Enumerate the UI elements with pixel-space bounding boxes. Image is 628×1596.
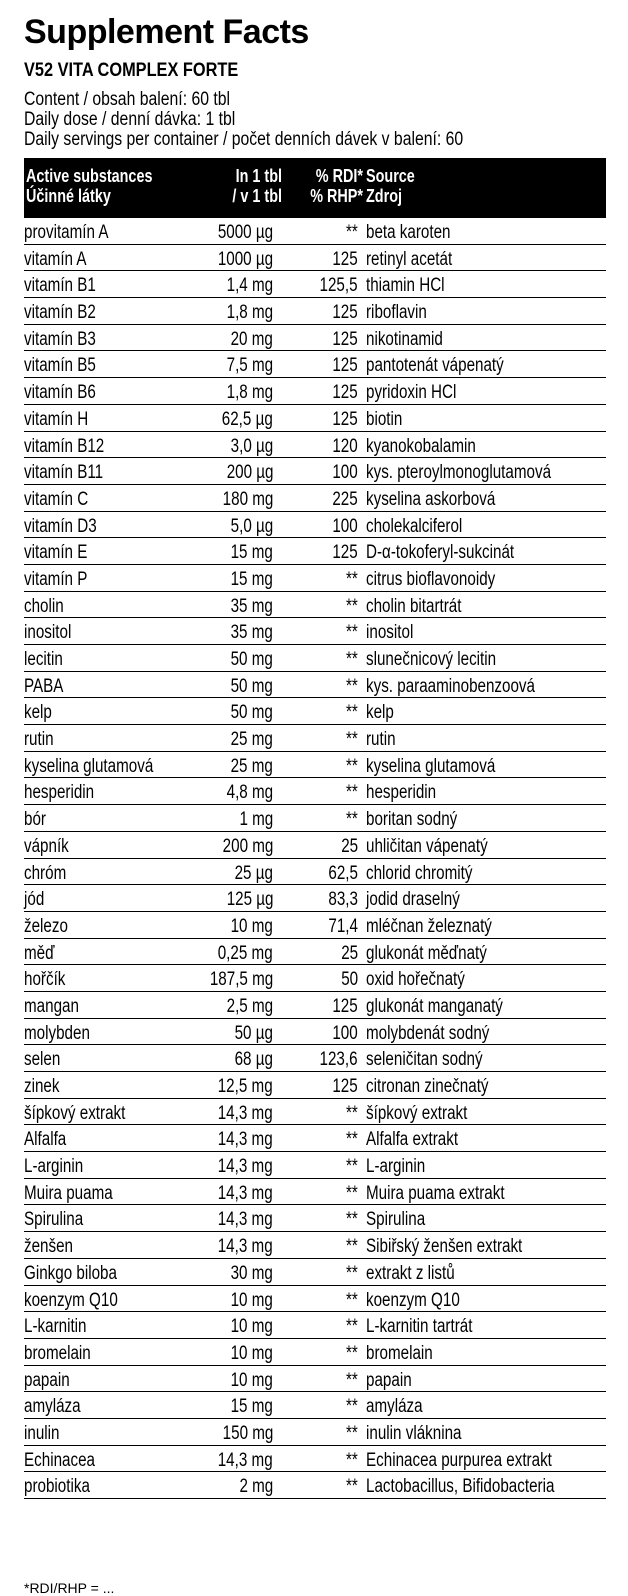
- nutrient-amount: 35 mg: [230, 595, 273, 617]
- nutrient-name: kyselina glutamová: [24, 755, 154, 777]
- nutrient-amount: 0,25 mg: [218, 942, 273, 964]
- nutrient-amount: 20 mg: [230, 328, 273, 350]
- nutrient-rdi: 100: [332, 515, 358, 537]
- nutrient-name: vápník: [24, 835, 69, 857]
- nutrient-rdi: 125: [332, 328, 358, 350]
- nutrient-source: kyanokobalamin: [366, 435, 476, 457]
- table-row: [24, 1072, 606, 1099]
- nutrient-amount: 25 mg: [230, 755, 273, 777]
- nutrient-amount: 10 mg: [230, 915, 273, 937]
- nutrient-source: pyridoxin HCl: [366, 382, 457, 404]
- nutrient-name: vitamín B11: [24, 462, 104, 484]
- nutrient-amount: 2,5 mg: [226, 995, 273, 1017]
- nutrient-name: vitamín B2: [24, 302, 96, 324]
- nutrient-source: extrakt z listů: [366, 1262, 455, 1284]
- table-row: [24, 1232, 606, 1259]
- nutrient-name: amyláza: [24, 1396, 81, 1418]
- nutrient-source: jodid draselný: [366, 889, 460, 911]
- nutrient-amount: 7,5 mg: [226, 355, 273, 377]
- nutrient-amount: 12,5 mg: [218, 1076, 273, 1097]
- table-row: [24, 1205, 606, 1232]
- supplement-facts-label: [24, 10, 606, 1499]
- nutrient-rdi: 125: [332, 542, 358, 564]
- nutrient-amount: 4,8 mg: [226, 782, 273, 804]
- nutrient-rdi: **: [346, 649, 358, 670]
- nutrient-rdi: **: [346, 1316, 358, 1338]
- nutrient-name: probiotika: [24, 1476, 90, 1498]
- label-title: Supplement Facts: [24, 13, 309, 51]
- nutrient-amount: 1 mg: [239, 809, 273, 831]
- nutrient-rdi: 225: [332, 488, 358, 510]
- table-row: [24, 271, 606, 298]
- table-row: [24, 325, 606, 352]
- nutrient-source: retinyl acetát: [366, 248, 453, 270]
- nutrient-rdi: 125: [332, 382, 358, 404]
- nutrient-rdi: **: [346, 1129, 358, 1151]
- nutrient-rdi: **: [346, 1369, 358, 1391]
- nutrient-name: vitamín B5: [24, 355, 96, 377]
- table-row: [24, 458, 606, 485]
- nutrient-rdi: 100: [332, 462, 358, 484]
- nutrient-amount: 10 mg: [230, 1289, 273, 1311]
- nutrient-name: vitamín B6: [24, 382, 96, 404]
- nutrient-amount: 10 mg: [230, 1369, 273, 1391]
- table-row: [24, 351, 606, 378]
- nutrient-rdi: **: [346, 1449, 358, 1471]
- nutrient-name: vitamín C: [24, 488, 89, 510]
- nutrient-amount: 1,8 mg: [226, 302, 273, 324]
- nutrient-amount: 35 mg: [230, 622, 273, 644]
- nutrient-source: citronan zinečnatý: [366, 1076, 489, 1097]
- nutrient-rdi: **: [346, 675, 358, 697]
- nutrient-source: cholin bitartrát: [366, 595, 462, 617]
- table-row: [24, 805, 606, 832]
- serving-info: [24, 90, 606, 150]
- nutrient-amount: 50 mg: [230, 702, 273, 724]
- nutrient-name: rutin: [24, 729, 54, 751]
- nutrient-rdi: **: [346, 1102, 358, 1124]
- nutrient-name: kelp: [24, 702, 52, 724]
- nutrient-source: papain: [366, 1369, 412, 1391]
- daily-dose-line: Daily dose / denní dávka: 1 tbl: [24, 109, 236, 130]
- nutrient-rdi: 125: [332, 302, 358, 324]
- nutrient-name: hořčík: [24, 969, 66, 991]
- table-row: [24, 859, 606, 886]
- nutrient-name: cholin: [24, 595, 64, 617]
- nutrient-rdi: 100: [332, 1022, 358, 1044]
- table-row: [24, 592, 606, 619]
- nutrient-name: ženšen: [24, 1236, 74, 1258]
- table-row: [24, 1152, 606, 1179]
- nutrient-name: vitamín B1: [24, 275, 96, 297]
- nutrient-table: [24, 218, 606, 1499]
- nutrient-source: Alfalfa extrakt: [366, 1129, 459, 1151]
- table-row: [24, 672, 606, 699]
- table-row: [24, 965, 606, 992]
- nutrient-name: chróm: [24, 862, 67, 884]
- table-row: [24, 1125, 606, 1152]
- nutrient-amount: 14,3 mg: [218, 1209, 273, 1231]
- nutrient-amount: 25 mg: [230, 729, 273, 751]
- nutrient-rdi: **: [346, 1289, 358, 1311]
- nutrient-amount: 62,5 µg: [221, 408, 273, 430]
- nutrient-amount: 15 mg: [230, 1396, 273, 1418]
- nutrient-source: citrus bioflavonoidy: [366, 568, 496, 590]
- nutrient-source: thiamin HCl: [366, 275, 445, 297]
- nutrient-source: beta karoten: [366, 222, 451, 243]
- table-row: [24, 298, 606, 325]
- nutrient-source: amyláza: [366, 1396, 423, 1418]
- table-row: [24, 432, 606, 459]
- nutrient-rdi: **: [346, 1342, 358, 1364]
- nutrient-amount: 14,3 mg: [218, 1449, 273, 1471]
- footnote: *RDI/RHP = ...: [24, 1580, 115, 1596]
- nutrient-source: seleničitan sodný: [366, 1049, 483, 1071]
- table-row: [24, 378, 606, 405]
- content-line: Content / obsah balení: 60 tbl: [24, 89, 231, 110]
- table-row: [24, 565, 606, 592]
- nutrient-rdi: 125: [332, 408, 358, 430]
- table-row: [24, 1366, 606, 1393]
- nutrient-amount: 30 mg: [230, 1262, 273, 1284]
- nutrient-source: Echinacea purpurea extrakt: [366, 1449, 552, 1471]
- nutrient-amount: 200 µg: [226, 462, 273, 484]
- nutrient-rdi: **: [346, 1262, 358, 1284]
- table-row: [24, 1286, 606, 1313]
- table-row: [24, 1259, 606, 1286]
- nutrient-source: kyselina glutamová: [366, 755, 496, 777]
- nutrient-source: kys. pteroylmonoglutamová: [366, 462, 552, 484]
- nutrient-name: vitamín E: [24, 542, 88, 564]
- nutrient-name: vitamín A: [24, 248, 87, 270]
- nutrient-name: inositol: [24, 622, 72, 644]
- nutrient-name: mangan: [24, 995, 79, 1017]
- nutrient-name: Alfalfa: [24, 1129, 67, 1151]
- servings-line: Daily servings per container / počet denních dávek v balení: 60: [24, 129, 464, 150]
- nutrient-rdi: **: [346, 729, 358, 751]
- nutrient-amount: 3,0 µg: [230, 435, 273, 457]
- nutrient-rdi: 125,5: [319, 275, 358, 297]
- nutrient-name: Spirulina: [24, 1209, 84, 1231]
- nutrient-name: vitamín D3: [24, 515, 97, 537]
- nutrient-source: Muira puama extrakt: [366, 1182, 505, 1204]
- nutrient-rdi: 83,3: [328, 889, 358, 911]
- nutrient-name: Echinacea: [24, 1449, 95, 1471]
- table-row: [24, 832, 606, 859]
- table-row: [24, 1392, 606, 1419]
- nutrient-rdi: 71,4: [328, 915, 358, 937]
- nutrient-name: molybden: [24, 1022, 90, 1044]
- nutrient-amount: 5,0 µg: [230, 515, 273, 537]
- nutrient-source: koenzym Q10: [366, 1289, 460, 1311]
- nutrient-rdi: 123,6: [319, 1049, 358, 1071]
- table-row: [24, 778, 606, 805]
- nutrient-rdi: **: [346, 1209, 358, 1231]
- nutrient-amount: 187,5 mg: [209, 969, 273, 991]
- nutrient-name: Muira puama: [24, 1182, 113, 1204]
- table-row: [24, 1019, 606, 1046]
- nutrient-rdi: **: [346, 622, 358, 644]
- nutrient-rdi: **: [346, 1396, 358, 1418]
- nutrient-rdi: **: [346, 809, 358, 831]
- table-row: [24, 485, 606, 512]
- nutrient-source: biotin: [366, 408, 403, 430]
- nutrient-name: zinek: [24, 1076, 60, 1097]
- nutrient-source: kys. paraaminobenzoová: [366, 675, 535, 697]
- nutrient-rdi: **: [346, 595, 358, 617]
- nutrient-source: oxid hořečnatý: [366, 969, 465, 991]
- nutrient-rdi: 25: [341, 835, 358, 857]
- nutrient-amount: 5000 µg: [217, 222, 273, 243]
- table-row: [24, 405, 606, 432]
- nutrient-amount: 150 mg: [222, 1422, 273, 1444]
- header-rdi: % RDI* % RHP*: [310, 166, 363, 206]
- nutrient-amount: 1000 µg: [217, 248, 273, 270]
- table-row: [24, 992, 606, 1019]
- nutrient-rdi: 50: [341, 969, 358, 991]
- nutrient-rdi: **: [346, 1236, 358, 1258]
- nutrient-name: papain: [24, 1369, 70, 1391]
- nutrient-name: selen: [24, 1049, 61, 1071]
- nutrient-rdi: **: [346, 702, 358, 724]
- nutrient-rdi: **: [346, 1422, 358, 1444]
- nutrient-rdi: **: [346, 755, 358, 777]
- nutrient-amount: 1,4 mg: [226, 275, 273, 297]
- nutrient-rdi: 25: [341, 942, 358, 964]
- table-row: [24, 512, 606, 539]
- header-substances: Active substances Účinné látky: [26, 166, 153, 206]
- nutrient-source: pantotenát vápenatý: [366, 355, 504, 377]
- nutrient-name: hesperidin: [24, 782, 95, 804]
- table-row: [24, 885, 606, 912]
- nutrient-source: glukonát manganatý: [366, 995, 503, 1017]
- nutrient-name: L-karnitin: [24, 1316, 87, 1338]
- nutrient-amount: 25 µg: [234, 862, 273, 884]
- header-amount: In 1 tbl / v 1 tbl: [232, 166, 282, 206]
- nutrient-name: koenzym Q10: [24, 1289, 118, 1311]
- nutrient-source: nikotinamid: [366, 328, 443, 350]
- table-header: [24, 158, 606, 218]
- nutrient-source: molybdenát sodný: [366, 1022, 490, 1044]
- table-row: [24, 1179, 606, 1206]
- nutrient-rdi: 62,5: [328, 862, 358, 884]
- nutrient-amount: 50 mg: [230, 649, 273, 670]
- nutrient-amount: 50 mg: [230, 675, 273, 697]
- nutrient-amount: 14,3 mg: [218, 1236, 273, 1258]
- nutrient-source: L-arginin: [366, 1156, 426, 1178]
- nutrient-rdi: **: [346, 1182, 358, 1204]
- table-row: [24, 912, 606, 939]
- nutrient-rdi: 125: [332, 995, 358, 1017]
- nutrient-rdi: 125: [332, 355, 358, 377]
- nutrient-name: Ginkgo biloba: [24, 1262, 117, 1284]
- nutrient-rdi: 120: [332, 435, 358, 457]
- nutrient-rdi: **: [346, 1156, 358, 1178]
- nutrient-amount: 14,3 mg: [218, 1129, 273, 1151]
- nutrient-amount: 10 mg: [230, 1342, 273, 1364]
- nutrient-name: provitamín A: [24, 222, 109, 243]
- nutrient-amount: 14,3 mg: [218, 1156, 273, 1178]
- nutrient-amount: 15 mg: [230, 568, 273, 590]
- nutrient-source: chlorid chromitý: [366, 862, 473, 884]
- nutrient-rdi: **: [346, 782, 358, 804]
- nutrient-rdi: **: [346, 568, 358, 590]
- nutrient-source: cholekalciferol: [366, 515, 463, 537]
- nutrient-amount: 15 mg: [230, 542, 273, 564]
- header-source: Source Zdroj: [366, 166, 415, 206]
- nutrient-name: měď: [24, 942, 55, 964]
- table-row: [24, 538, 606, 565]
- nutrient-amount: 1,8 mg: [226, 382, 273, 404]
- nutrient-name: vitamín H: [24, 408, 89, 430]
- table-row: [24, 245, 606, 272]
- table-row: [24, 1045, 606, 1072]
- nutrient-source: D-α-tokoferyl-sukcinát: [366, 542, 515, 564]
- nutrient-source: šípkový extrakt: [366, 1102, 468, 1124]
- table-row: [24, 618, 606, 645]
- nutrient-amount: 2 mg: [239, 1476, 273, 1498]
- nutrient-name: vitamín B12: [24, 435, 105, 457]
- nutrient-source: boritan sodný: [366, 809, 458, 831]
- nutrient-name: lecitin: [24, 649, 63, 670]
- table-row: [24, 1312, 606, 1339]
- nutrient-name: inulin: [24, 1422, 60, 1444]
- table-row: [24, 645, 606, 672]
- nutrient-name: vitamín P: [24, 568, 88, 590]
- nutrient-amount: 14,3 mg: [218, 1182, 273, 1204]
- nutrient-source: L-karnitin tartrát: [366, 1316, 473, 1338]
- nutrient-name: bór: [24, 809, 46, 831]
- nutrient-source: Spirulina: [366, 1209, 426, 1231]
- table-row: [24, 698, 606, 725]
- nutrient-source: inositol: [366, 622, 414, 644]
- product-name: V52 VITA COMPLEX FORTE: [24, 60, 239, 81]
- nutrient-source: slunečnicový lecitin: [366, 649, 497, 670]
- table-row: [24, 218, 606, 245]
- nutrient-amount: 200 mg: [222, 835, 273, 857]
- nutrient-source: glukonát měďnatý: [366, 942, 487, 964]
- table-row: [24, 939, 606, 966]
- nutrient-rdi: 125: [332, 1076, 358, 1097]
- nutrient-name: PABA: [24, 675, 64, 697]
- nutrient-rdi: **: [346, 222, 358, 243]
- nutrient-source: Lactobacillus, Bifidobacteria: [366, 1476, 555, 1498]
- nutrient-source: hesperidin: [366, 782, 437, 804]
- nutrient-source: kyselina askorbová: [366, 488, 496, 510]
- table-row: [24, 1099, 606, 1126]
- nutrient-name: jód: [24, 889, 45, 911]
- table-row: [24, 1339, 606, 1366]
- nutrient-rdi: 125: [332, 248, 358, 270]
- nutrient-name: železo: [24, 915, 68, 937]
- table-row: [24, 752, 606, 779]
- nutrient-rdi: **: [346, 1476, 358, 1498]
- nutrient-source: kelp: [366, 702, 394, 724]
- nutrient-source: rutin: [366, 729, 396, 751]
- nutrient-amount: 50 µg: [234, 1022, 273, 1044]
- table-row: [24, 1446, 606, 1473]
- nutrient-source: inulin vláknina: [366, 1422, 462, 1444]
- nutrient-amount: 180 mg: [222, 488, 273, 510]
- nutrient-amount: 125 µg: [226, 889, 273, 911]
- nutrient-name: šípkový extrakt: [24, 1102, 126, 1124]
- nutrient-amount: 14,3 mg: [218, 1102, 273, 1124]
- nutrient-source: mléčnan železnatý: [366, 915, 492, 937]
- table-row: [24, 1419, 606, 1446]
- table-row: [24, 725, 606, 752]
- nutrient-source: Sibiřský ženšen extrakt: [366, 1236, 523, 1258]
- nutrient-name: L-arginin: [24, 1156, 84, 1178]
- nutrient-source: uhličitan vápenatý: [366, 835, 488, 857]
- nutrient-amount: 68 µg: [234, 1049, 273, 1071]
- nutrient-name: bromelain: [24, 1342, 91, 1364]
- nutrient-source: riboflavin: [366, 302, 427, 324]
- nutrient-name: vitamín B3: [24, 328, 96, 350]
- nutrient-amount: 10 mg: [230, 1316, 273, 1338]
- table-row: [24, 1472, 606, 1499]
- nutrient-source: bromelain: [366, 1342, 433, 1364]
